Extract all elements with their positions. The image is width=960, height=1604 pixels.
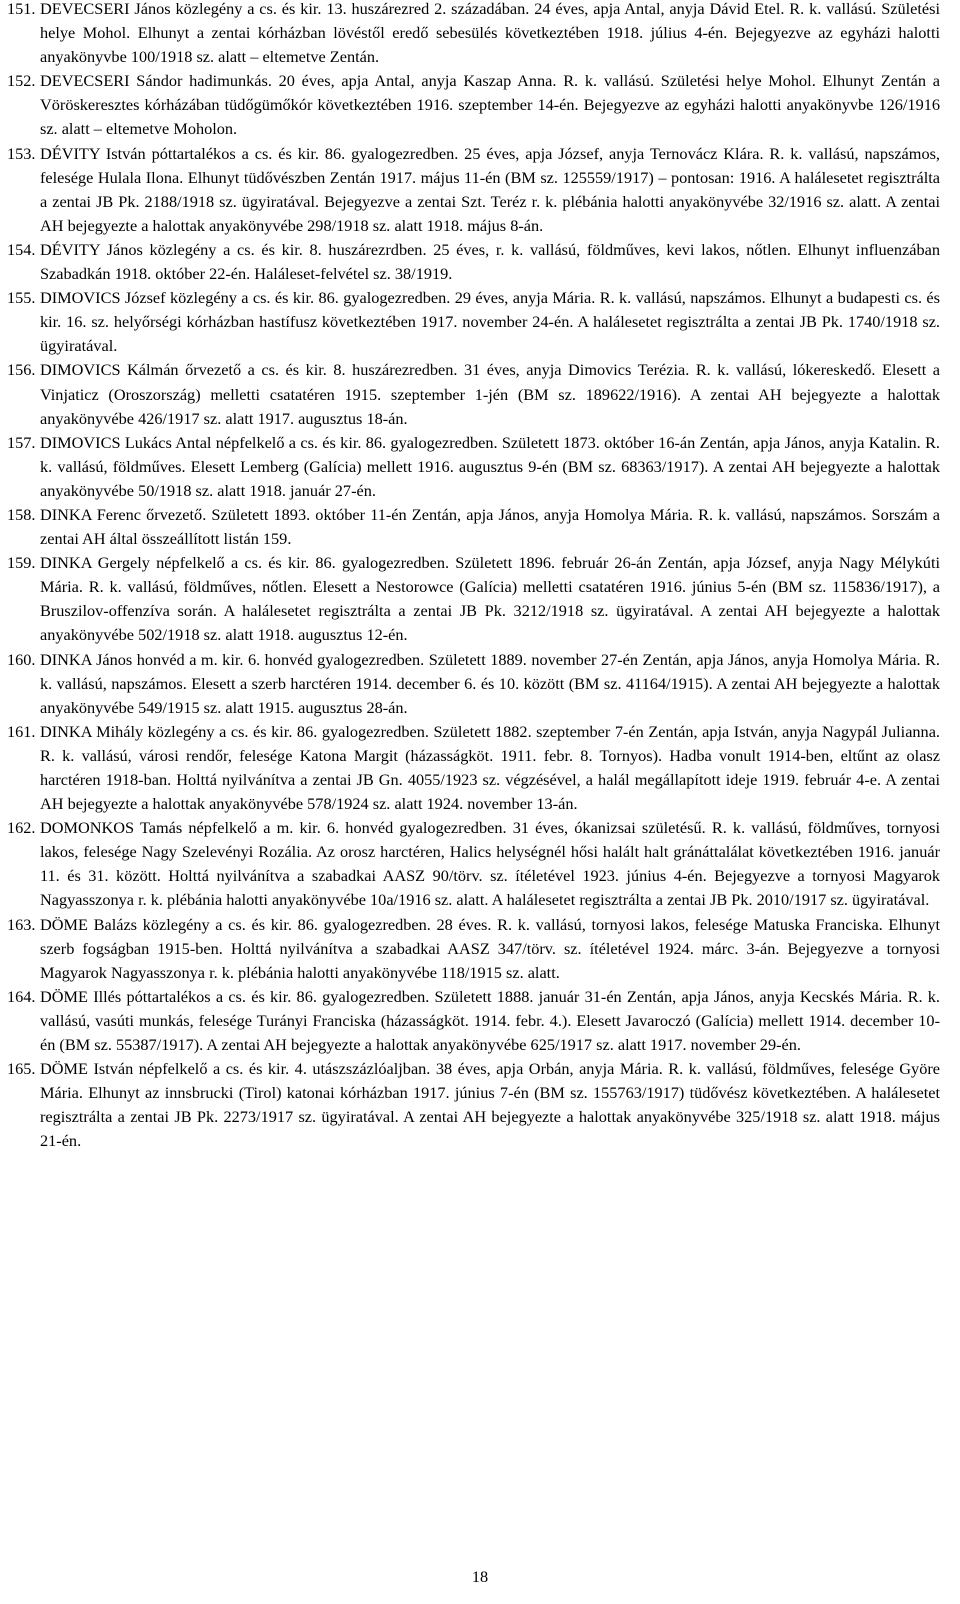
entry-text: DINKA János honvéd a m. kir. 6. honvéd gyalogezredben. Született 1889. november 27-én Zentán, apja János, anyja Homolya Mária. R. k. vallású, napszámos. Elesett a szerb harctéren 1914. december 6. és 10. között (BM sz. 41164/1915). A zentai AH bejegyezte a halottak anyakönyvébe 549/1915 sz. alatt 1915. augusztus 28-án. [40, 649, 940, 717]
entry-number: 161. [7, 721, 36, 741]
entry-number: 155. [7, 288, 36, 308]
list-item [7, 551, 940, 647]
list-item [7, 286, 940, 358]
list-item [7, 142, 940, 238]
entry-text: DIMOVICS Lukács Antal népfelkelő a cs. és kir. 86. gyalogezredben. Született 1873. október 16-án Zentán, apja János, anyja Katalin. R. k. vallású, földműves. Elesett Lemberg (Galícia) mellett 1916. augusztus 9-én (BM sz. 68363/1917). A zentai AH bejegyezte a halottak anyakönyvébe 50/1918 sz. alatt 1918. január 27-én. [40, 432, 940, 500]
entry-number: 153. [7, 143, 36, 163]
entry-text: DÖME Illés póttartalékos a cs. és kir. 86. gyalogezredben. Született 1888. január 31-én Zentán, apja János, anyja Kecskés Mária. R. k. vallású, vasúti munkás, felesége Turányi Franciska (házasságköt. 1914. febr. 4.). Elesett Javaroczó (Galícia) mellett 1914. december 10-én (BM sz. 55387/1917). A zentai AH bejegyezte a halottak anyakönyvébe 625/1917 sz. alatt 1917. november 29-én. [40, 986, 940, 1055]
list-item [7, 1057, 940, 1153]
entry-text: DÉVITY János közlegény a cs. és kir. 8. huszárezrdben. 25 éves, r. k. vallású, földműves, kevi lakos, nőtlen. Elhunyt influenzában Szabadkán 1918. október 22-én. Haláleset-felvétel sz. 38/1919. [40, 239, 940, 284]
entry-text: DÖME István népfelkelő a cs. és kir. 4. utászszázlóaljban. 38 éves, apja Orbán, anyja Mária. R. k. vallású, földműves, felesége Györe Mária. Elhunyt az innsbrucki (Tirol) katonai kórházban 1917. június 7-én (BM sz. 155763/1917) tüdővész következtében. A halálesetet regisztrálta a zentai JB Pk. 2273/1917 sz. ügyiratával. A zentai AH bejegyezte a halottak anyakönyvébe 325/1918 sz. alatt 1918. május 21-én. [40, 1059, 940, 1151]
list-item [7, 720, 940, 816]
list-item [7, 0, 940, 69]
page-number: 18 [471, 1567, 489, 1586]
entry-text: DIMOVICS Kálmán őrvezető a cs. és kir. 8. huszárezredben. 31 éves, anyja Dimovics Terézia. R. k. vallású, lókereskedő. Elesett a Vinjaticz (Oroszország) melletti csatatéren 1915. szeptember 1-jén (BM sz. 189622/1916). A zentai AH bejegyezte a halottak anyakönyvébe 426/1917 sz. alatt 1917. augusztus 18-án. [40, 360, 940, 428]
list-item [7, 69, 940, 141]
list-item [7, 358, 940, 430]
list-item [7, 431, 940, 503]
entry-number: 151. [7, 0, 36, 18]
entry-number: 162. [7, 818, 36, 838]
entry-list [7, 0, 940, 1154]
entry-text: DINKA Gergely népfelkelő a cs. és kir. 86. gyalogezredben. Született 1896. február 26-án Zentán, apja József, anyja Nagy Mélykúti Mária. R. k. vallású, földműves, nőtlen. Elesett a Nestorowce (Galícia) melletti csatatéren 1916. június 5-én (BM sz. 115836/1917), a Bruszilov-offenzíva során. A halálesetet regisztrálta a zentai JB Pk. 3212/1918 sz. ügyiratával. A zentai AH bejegyezte a halottak anyakönyvébe 502/1918 sz. alatt 1918. augusztus 12-én. [40, 553, 940, 645]
entry-number: 165. [7, 1059, 36, 1079]
entry-text: DÖME Balázs közlegény a cs. és kir. 86. gyalogezredben. 28 éves. R. k. vallású, tornyosi lakos, felesége Matuska Franciska. Elhunyt szerb fogságban 1915-ben. Holttá nyilvánítva a szabadkai AASZ 347/törv. sz. ítéletével 1924. márc. 3-án. Bejegyezve a tornyosi Magyarok Nagyasszonya r. k. plébánia halotti anyakönyvébe 118/1915 sz. alatt. [40, 914, 940, 982]
entry-text: DEVECSERI Sándor hadimunkás. 20 éves, apja Antal, anyja Kaszap Anna. R. k. vallású. Születési helye Mohol. Elhunyt Zentán a Vöröskeresztes kórházában tüdőgümőkór következtében 1916. szeptember 14-én. Bejegyezve az egyházi halotti anyakönyvbe 126/1916 sz. alatt – eltemetve Moholon. [40, 71, 940, 139]
entry-text: DIMOVICS József közlegény a cs. és kir. 86. gyalogezredben. 29 éves, anyja Mária. R. k. vallású, napszámos. Elhunyt a budapesti cs. és kir. 16. sz. helyőrségi kórházban hastífusz következtében 1917. november 24-én. A halálesetet regisztrálta a zentai JB Pk. 1740/1918 sz. ügyiratával. [40, 288, 940, 356]
entry-number: 154. [7, 239, 36, 259]
entry-number: 157. [7, 432, 36, 452]
entry-text: DEVECSERI János közlegény a cs. és kir. 13. huszárezred 2. századában. 24 éves, apja Antal, anyja Dávid Etel. R. k. vallású. Születési helye Mohol. Elhunyt a zentai kórházban lövéstől eredő sebesülés következtében 1918. július 4-én. Bejegyezve az egyházi halotti anyakönyvbe 100/1918 sz. alatt – eltemetve Zentán. [40, 0, 940, 67]
entry-text: DOMONKOS Tamás népfelkelő a m. kir. 6. honvéd gyalogezredben. 31 éves, ókanizsai születésű. R. k. vallású, földműves, tornyosi lakos, felesége Nagy Szelevényi Rozália. Az orosz harctéren, Halics helységnél hősi halált halt gránáttalálat következtében 1916. január 11. és 31. között. Holttá nyilvánítva a szabadkai AASZ 90/törv. sz. ítéletével 1923. június 4-én. Bejegyezve a tornyosi Magyarok Nagyasszonya r. k. plébánia halotti anyakönyvébe 10a/1916 sz. alatt. A halálesetet regisztrálta a zentai JB Pk. 2010/1917 sz. ügyiratával. [40, 818, 940, 910]
list-item [7, 816, 940, 912]
entry-number: 152. [7, 71, 36, 91]
list-item [7, 985, 940, 1057]
entry-number: 159. [7, 553, 36, 573]
list-item [7, 648, 940, 720]
list-item [7, 238, 940, 286]
entry-number: 158. [7, 504, 36, 524]
entry-text: DINKA Ferenc őrvezető. Született 1893. október 11-én Zentán, apja János, anyja Homolya Mária. R. k. vallású, napszámos. Sorszám a zentai AH által összeállított listán 159. [40, 504, 940, 549]
entry-text: DÉVITY István póttartalékos a cs. és kir. 86. gyalogezredben. 25 éves, apja József, anyja Ternovácz Klára. R. k. vallású, napszámos, felesége Hulala Ilona. Elhunyt tüdővészben Zentán 1917. május 11-én (BM sz. 125559/1917) – pontosan: 1916. A halálesetet regisztrálta a zentai JB Pk. 2188/1918 sz. ügyiratával. Bejegyezve a zentai Szt. Teréz r. k. plébánia halotti anyakönyvébe 32/1916 sz. alatt. A zentai AH bejegyezte a halottak anyakönyvébe 298/1918 sz. alatt 1918. május 8-án. [40, 143, 940, 235]
entry-number: 164. [7, 986, 36, 1006]
list-item [7, 913, 940, 985]
entry-number: 163. [7, 914, 36, 934]
entry-text: DINKA Mihály közlegény a cs. és kir. 86. gyalogezredben. Született 1882. szeptember 7-én Zentán, apja István, anyja Nagypál Julianna. R. k. vallású, városi rendőr, felesége Katona Margit (házasságköt. 1911. febr. 8. Tornyos). Hadba vonult 1914-ben, eltűnt az olasz harctéren 1918-ban. Holttá nyilvánítva a zentai JB Gn. 4055/1923 sz. végzésével, a halál megállapított ideje 1919. február 4-e. A zentai AH bejegyezte a halottak anyakönyvébe 578/1924 sz. alatt 1924. november 13-án. [40, 721, 940, 814]
entry-number: 160. [7, 649, 36, 669]
list-item [7, 503, 940, 551]
entry-number: 156. [7, 360, 36, 380]
